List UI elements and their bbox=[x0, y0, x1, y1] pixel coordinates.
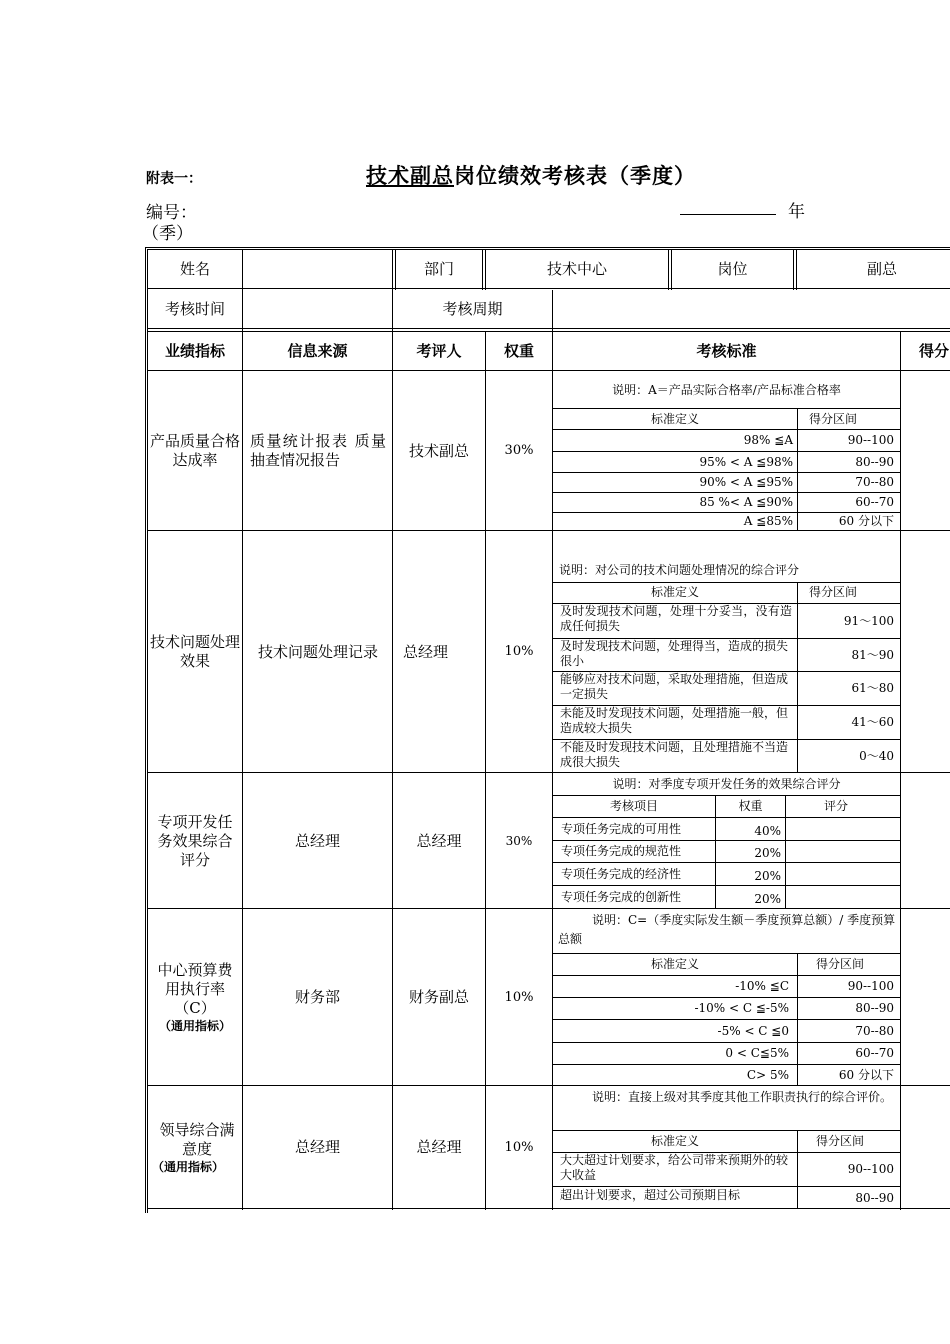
row3-item-weight: 20% bbox=[754, 868, 781, 883]
row1-def: 95% < A ≦98% bbox=[699, 454, 793, 469]
row2-range: 91～100 bbox=[843, 613, 894, 628]
row3-rater: 总经理 bbox=[416, 831, 462, 850]
row4-indicator-cell bbox=[152, 910, 238, 1085]
row5-general-tag: （通用指标） bbox=[152, 1159, 225, 1174]
row4-def: -10% < C ≦-5% bbox=[694, 1001, 789, 1015]
row5-def: 大大超过计划要求，给公司带来预期外的较大收益 bbox=[560, 1153, 789, 1182]
row1-note: 说明：A＝产品实际合格率/产品标准合格率 bbox=[612, 382, 841, 397]
row2-range: 81～90 bbox=[851, 647, 894, 662]
appendix-label: 附表一： bbox=[146, 171, 202, 187]
row5-weight: 10% bbox=[504, 1139, 534, 1155]
row3-weight-header: 权重 bbox=[738, 799, 763, 813]
row1-def: 90% < A ≦95% bbox=[699, 475, 793, 489]
row4-def: C> 5% bbox=[746, 1067, 789, 1082]
row1-def: A ≦85% bbox=[743, 514, 793, 528]
row1-range: 70--80 bbox=[855, 475, 894, 489]
row5-source: 总经理 bbox=[294, 1138, 340, 1156]
row2-range: 41～60 bbox=[851, 715, 894, 729]
row5-def-header: 标准定义 bbox=[650, 1134, 699, 1148]
row4-weight: 10% bbox=[504, 989, 534, 1005]
row4-range-header: 得分区间 bbox=[815, 957, 864, 971]
row4-def: 0 < C≦5% bbox=[725, 1046, 789, 1060]
row4-note: 说明：C=（季度实际发生额－季度预算总额）/ 季度预算总额 bbox=[558, 913, 896, 946]
row4-rater: 财务副总 bbox=[408, 988, 469, 1006]
row4-range: 70--80 bbox=[855, 1023, 894, 1038]
col-indicator: 业绩指标 bbox=[164, 341, 225, 360]
row1-indicator: 产品质量合格达成率 bbox=[150, 432, 241, 469]
row3-item: 专项任务完成的创新性 bbox=[561, 889, 682, 904]
row2-source: 技术问题处理记录 bbox=[257, 642, 378, 661]
row4-source: 财务部 bbox=[294, 988, 340, 1006]
row1-def: 98% ≦A bbox=[743, 433, 793, 447]
row3-item-header: 考核项目 bbox=[609, 799, 658, 813]
row5-rater: 总经理 bbox=[416, 1138, 462, 1156]
row3-weight: 30% bbox=[505, 833, 533, 848]
row2-def-header: 标准定义 bbox=[650, 585, 699, 599]
row1-range: 60 分以下 bbox=[838, 514, 894, 528]
period-field[interactable] bbox=[553, 290, 950, 328]
row1-def-header: 标准定义 bbox=[650, 411, 699, 426]
row2-def: 不能及时发现技术问题，且处理措施不当造成很大损失 bbox=[560, 740, 789, 769]
row1-rater: 技术副总 bbox=[408, 441, 469, 460]
row3-score-header: 评分 bbox=[823, 799, 848, 813]
period-label: 考核周期 bbox=[442, 299, 503, 318]
year-label: 年 bbox=[788, 202, 805, 222]
row2-range: 0～40 bbox=[859, 748, 894, 763]
col-rater: 考评人 bbox=[416, 341, 462, 360]
row1-range: 90--100 bbox=[847, 433, 894, 447]
row4-indicator: 中心预算费用执行率（C） bbox=[157, 961, 233, 1017]
row5-indicator: 领导综合满意度 bbox=[159, 1120, 235, 1158]
row1-range: 80--90 bbox=[855, 454, 894, 469]
name-field[interactable] bbox=[243, 251, 392, 288]
row2-def: 及时发现技术问题，处理得当，造成的损失很小 bbox=[560, 639, 789, 668]
row2-note: 说明：对公司的技术问题处理情况的综合评分 bbox=[559, 562, 800, 577]
row3-source: 总经理 bbox=[294, 831, 340, 850]
row5-indicator-cell bbox=[152, 1087, 238, 1208]
name-label: 姓名 bbox=[179, 260, 210, 278]
row4-def: -5% < C ≦0 bbox=[717, 1023, 789, 1038]
row5-range: 90--100 bbox=[847, 1162, 894, 1176]
row3-item: 专项任务完成的可用性 bbox=[561, 821, 682, 836]
row4-range: 60--70 bbox=[855, 1046, 894, 1060]
row3-item-weight: 20% bbox=[754, 846, 781, 860]
row4-def: -10% ≦C bbox=[735, 979, 789, 993]
row3-note: 说明：对季度专项开发任务的效果综合评分 bbox=[612, 777, 841, 791]
title-underlined: 技术副总 bbox=[366, 164, 454, 188]
row5-note: 说明：直接上级对其季度其他工作职责执行的综合评价。 bbox=[592, 1090, 893, 1104]
time-label: 考核时间 bbox=[164, 299, 225, 318]
row1-weight: 30% bbox=[504, 443, 534, 458]
title-rest: 岗位绩效考核表（季度） bbox=[454, 164, 696, 188]
row2-range-header: 得分区间 bbox=[808, 585, 857, 599]
row3-indicator: 专项开发任务效果综合评分 bbox=[157, 812, 233, 869]
season-label: （季） bbox=[142, 224, 193, 244]
row4-def-header: 标准定义 bbox=[650, 957, 699, 971]
row5-range-header: 得分区间 bbox=[815, 1134, 864, 1148]
year-blank bbox=[680, 196, 776, 215]
post-value: 副总 bbox=[866, 260, 897, 278]
row4-general-tag: （通用指标） bbox=[158, 1019, 231, 1033]
row3-item-weight: 20% bbox=[754, 891, 781, 906]
row5-def: 超出计划要求，超过公司预期目标 bbox=[560, 1188, 741, 1202]
row2-def: 能够应对技术问题，采取处理措施，但造成一定损失 bbox=[560, 672, 789, 701]
row2-weight: 10% bbox=[504, 644, 534, 659]
row2-range: 61～80 bbox=[851, 681, 894, 695]
row1-range-header: 得分区间 bbox=[808, 411, 857, 426]
col-standard: 考核标准 bbox=[696, 341, 757, 360]
row3-item: 专项任务完成的规范性 bbox=[561, 844, 682, 858]
row4-range: 80--90 bbox=[855, 1001, 894, 1015]
row2-def: 未能及时发现技术问题，处理措施一般，但造成较大损失 bbox=[560, 706, 789, 735]
time-field[interactable] bbox=[243, 290, 392, 328]
col-score: 得分 bbox=[919, 341, 950, 360]
row2-def: 及时发现技术问题，处理十分妥当，没有造成任何损失 bbox=[560, 604, 792, 633]
col-weight: 权重 bbox=[503, 341, 534, 360]
row1-def: 85 %< A ≦90% bbox=[699, 495, 793, 509]
row4-range: 90--100 bbox=[847, 979, 894, 993]
dept-value: 技术中心 bbox=[546, 260, 607, 278]
row2-indicator: 技术问题处理效果 bbox=[150, 633, 241, 670]
row5-range: 80--90 bbox=[855, 1190, 894, 1205]
row3-item-weight: 40% bbox=[754, 823, 781, 838]
code-label: 编号： bbox=[146, 203, 197, 223]
row4-range: 60 分以下 bbox=[838, 1067, 894, 1082]
row3-item: 专项任务完成的经济性 bbox=[561, 866, 682, 881]
col-source: 信息来源 bbox=[287, 341, 348, 360]
row2-rater: 总经理 bbox=[403, 642, 449, 661]
row1-source: 质量统计报表 质量抽查情况报告 bbox=[250, 432, 386, 469]
dept-label: 部门 bbox=[423, 260, 454, 278]
page-title bbox=[366, 160, 696, 190]
post-label: 岗位 bbox=[717, 260, 748, 278]
row1-range: 60--70 bbox=[855, 495, 894, 509]
